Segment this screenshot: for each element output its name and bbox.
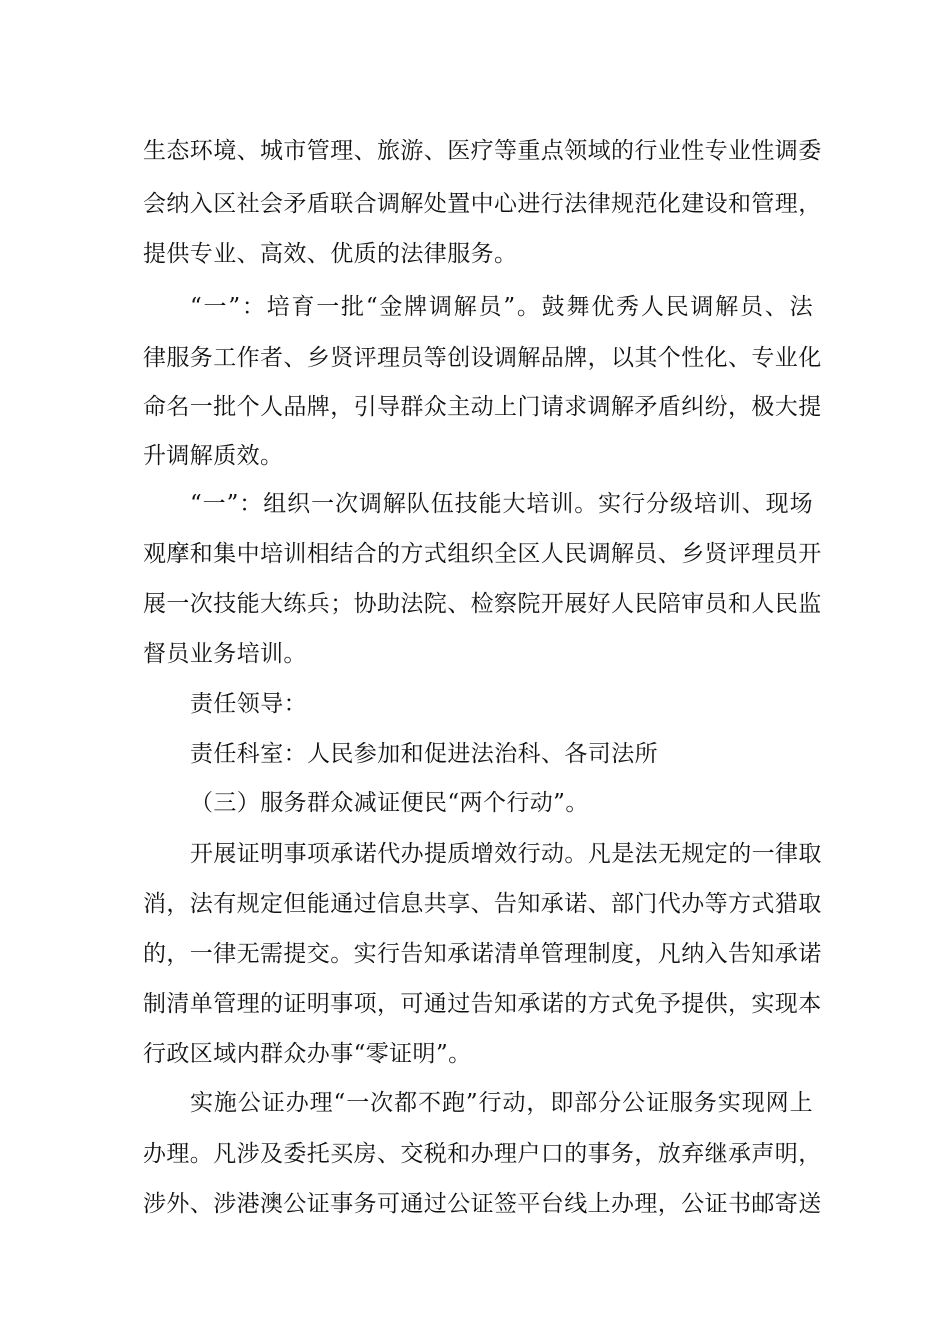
paragraph-line: 律服务工作者、乡贤评理员等创设调解品牌，以其个性化、专业化 bbox=[143, 345, 822, 371]
paragraph-line: 涉外、涉港澳公证事务可通过公证签平台线上办理，公证书邮寄送 bbox=[143, 1191, 822, 1217]
paragraph-line: 展一次技能大练兵；协助法院、检察院开展好人民陪审员和人民监 bbox=[143, 591, 822, 617]
paragraph-line: 升调解质效。 bbox=[143, 443, 284, 469]
paragraph-line: 实施公证办理“一次都不跑”行动，即部分公证服务实现网上 bbox=[190, 1090, 813, 1116]
responsible-office: 责任科室：人民参加和促进法治科、各司法所 bbox=[190, 741, 658, 767]
section-heading: （三）服务群众减证便民“两个行动”。 bbox=[190, 790, 589, 816]
paragraph-line: 观摩和集中培训相结合的方式组织全区人民调解员、乡贤评理员开 bbox=[143, 541, 822, 567]
paragraph-line: 会纳入区社会矛盾联合调解处置中心进行法律规范化建设和管理， bbox=[143, 191, 822, 217]
paragraph-line: 生态环境、城市管理、旅游、医疗等重点领域的行业性专业性调委 bbox=[143, 138, 822, 164]
paragraph-line: 开展证明事项承诺代办提质增效行动。凡是法无规定的一律取 bbox=[190, 841, 822, 867]
paragraph-line: 行政区域内群众办事“零证明”。 bbox=[143, 1041, 472, 1067]
paragraph-line: “一”：组织一次调解队伍技能大培训。实行分级培训、现场 bbox=[190, 491, 813, 517]
responsible-leader: 责任领导： bbox=[190, 691, 307, 717]
paragraph-line: 提供专业、高效、优质的法律服务。 bbox=[143, 241, 518, 267]
paragraph-line: 督员业务培训。 bbox=[143, 641, 307, 667]
paragraph-line: 消，法有规定但能通过信息共享、告知承诺、部门代办等方式猎取 bbox=[143, 891, 822, 917]
paragraph-line: 命名一批个人品牌，引导群众主动上门请求调解矛盾纠纷，极大提 bbox=[143, 394, 822, 420]
paragraph-line: 的，一律无需提交。实行告知承诺清单管理制度，凡纳入告知承诺 bbox=[143, 941, 822, 967]
paragraph-line: 办理。凡涉及委托买房、交税和办理户口的事务，放弃继承声明， bbox=[143, 1141, 822, 1167]
paragraph-line: 制清单管理的证明事项，可通过告知承诺的方式免予提供，实现本 bbox=[143, 991, 822, 1017]
paragraph-line: “一”：培育一批“金牌调解员”。鼓舞优秀人民调解员、法 bbox=[190, 294, 813, 320]
